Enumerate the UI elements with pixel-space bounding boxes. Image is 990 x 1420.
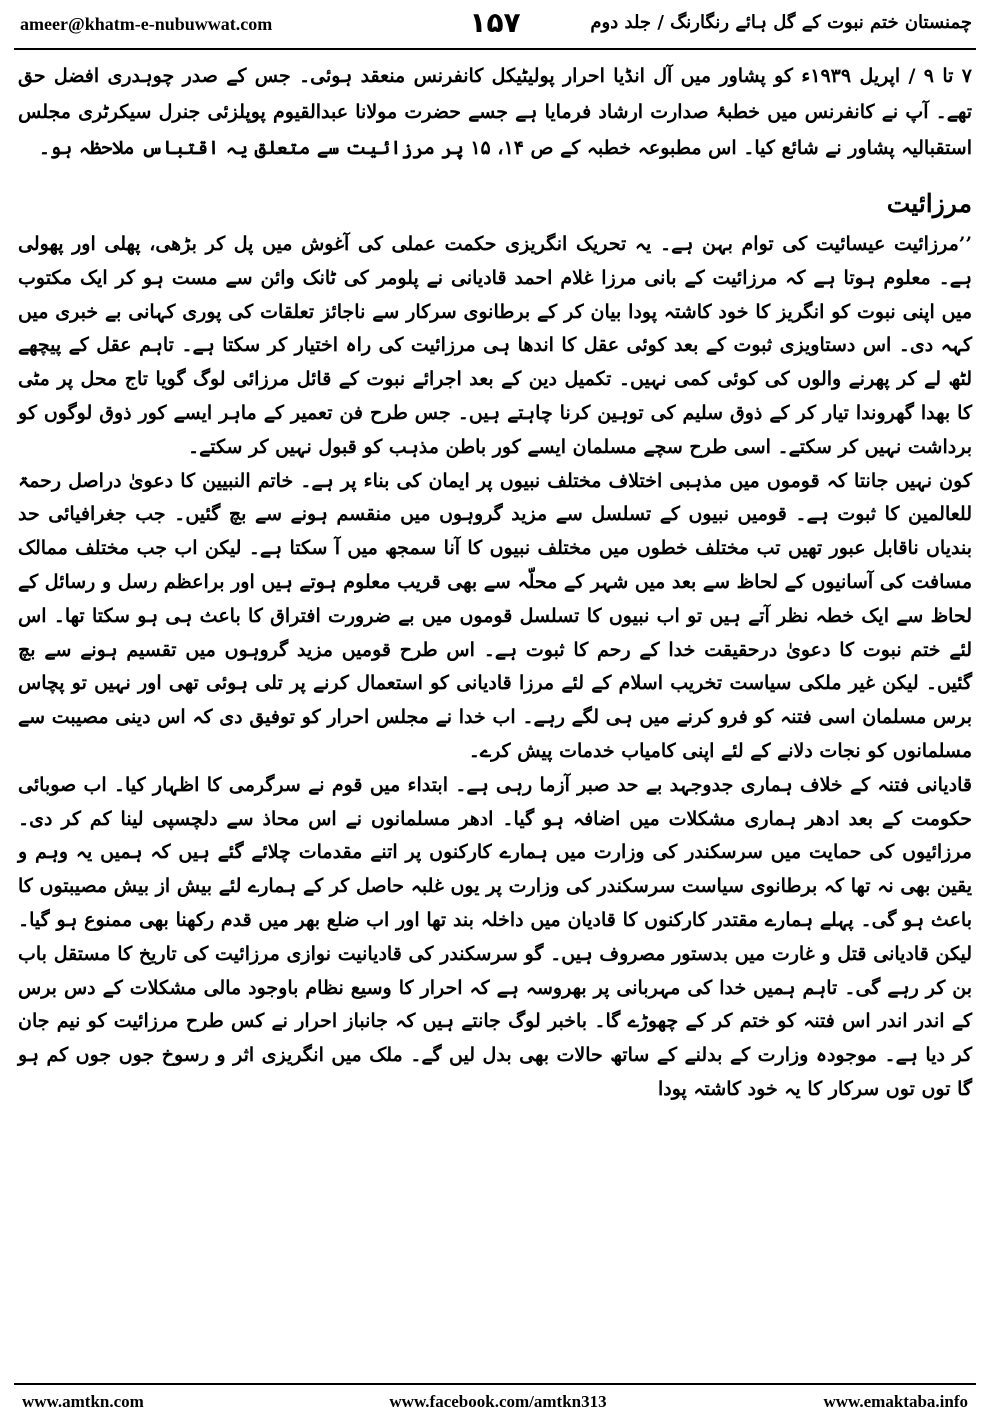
header-divider <box>14 48 976 50</box>
footer-divider <box>14 1383 976 1385</box>
intro-paragraph: ۷ تا ۹ / اپریل ۱۹۳۹ء کو پشاور میں آل انڈیا احرار پولیٹیکل کانفرنس منعقد ہوئی۔ جس کے صدر چوہدری افضل حق تھے۔ آپ نے کانفرنس میں خطبۂ صدارت ارشاد فرمایا ہے جسے حضرت مولانا عبدالقیوم پوپلزئی جنرل سیکرٹری مجلس استقبالیہ پشاور نے شائع کیا۔ اس مطبوعہ خطبہ کے ص ۱۴، ۱۵ پر مرزائیت سے متعلق یہ اقتباس ملاحظہ ہو۔ <box>18 65 973 159</box>
footer-link-emaktaba[interactable]: www.emaktaba.info <box>823 1392 968 1411</box>
page-body <box>18 58 972 1107</box>
body-paragraph-3: قادیانی فتنہ کے خلاف ہماری جدوجہد بے حد صبر آزما رہی ہے۔ ابتداء میں قوم نے سرگرمی کا اظہار کیا۔ اب صوبائی حکومت کے بعد ادھر ہماری مشکلات میں اضافہ ہو گیا۔ ادھر مسلمانوں نے اس محاذ سے دلچسپی لینا کم کر دی۔ مرزائیوں کی حمایت میں سرسکندر کی وزارت میں ہمارے کارکنوں پر اتنے مقدمات چلائے گئے ہیں کہ ہمیں یہ وہم و یقین بھی نہ تھا کہ برطانوی سیاست سرسکندر کی وزارت پر یوں غلبہ حاصل کر کے ہمارے لئے بیش از بیش مصیبتوں کا باعث ہو گی۔ پہلے ہمارے مقتدر کارکنوں کا قادیان میں داخلہ بند تھا اور اب ضلع بھر میں قدم رکھنا بھی ممنوع ہو گیا۔ لیکن قادیانی قتل و غارت میں بدستور مصروف ہیں۔ گو سرسکندر کی قادیانیت نوازی مرزائیت کی تاریخ کا مستقل باب بن کر رہے گی۔ تاہم ہمیں خدا کی مہربانی پر بھروسہ ہے کہ احرار کا وسیع نظام باوجود مالی مشکلات کے دس برس کے اندر اندر اس فتنہ کو ختم کر کے چھوڑے گا۔ باخبر لوگ جانتے ہیں کہ جانباز احرار نے کس طرح مرزائیت کو نیم جان کر دیا ہے۔ موجودہ وزارت کے بدلنے کے ساتھ حالات بھی بدل لیں گے۔ ملک میں انگریزی اثر و رسوخ جوں جوں کم ہو گا توں توں سرکار کا یہ خود کاشتہ پودا <box>18 773 972 1100</box>
page-footer <box>0 1388 990 1420</box>
body-paragraph-1: ’’مرزائیت عیسائیت کی توام بہن ہے۔ یہ تحریک انگریزی حکمت عملی کی آغوش میں پل کر بڑھی، پھلی اور پھولی ہے۔ معلوم ہوتا ہے کہ مرزائیت کے بانی مرزا غلام احمد قادیانی نے پلومر کی ٹانک وائن سے مست ہو کر ایک مکتوب میں اپنی نبوت کو انگریز کا خود کاشتہ پودا بیان کر کے برطانوی سرکار سے ناجائز تعلقات کی پوری کہانی بے خبری میں کہہ دی۔ اس دستاویزی ثبوت کے بعد کوئی عقل کا اندھا ہی مرزائیت کی راہ اختیار کر سکتا ہے۔ تاہم عقل کے پیچھے لٹھ لے کر پھرنے والوں کی کوئی کمی نہیں۔ تکمیل دین کے بعد اجرائے نبوت کے قائل مرزائی لوگ گویا تاج محل پر مٹی کا بھدا گھروندا تیار کر کے ذوق سلیم کی توہین کرنا چاہتے ہیں۔ جس طرح فن تعمیر کے ماہر ایسے کور ذوق لوگوں کو برداشت نہیں کر سکتے۔ اسی طرح سچے مسلمان ایسے کور باطن مذہب کو قبول نہیں کر سکتے۔ <box>18 233 972 458</box>
body-paragraph-2: کون نہیں جانتا کہ قوموں میں مذہبی اختلاف مختلف نبیوں پر ایمان کی بناء پر ہے۔ خاتم النبیین کا دعویٰ دراصل رحمۃ للعالمین کا ثبوت ہے۔ قومیں نبیوں کے تسلسل سے مزید گروہوں میں منقسم ہونے سے بچ گئیں۔ جب جغرافیائی حد بندیاں ناقابل عبور تھیں تب مختلف خطوں میں مختلف نبیوں کا آنا سمجھ میں آ سکتا ہے۔ لیکن اب جب مختلف ممالک مسافت کی آسانیوں کے لحاظ سے بعد میں شہر کے محلّہ سے بھی قریب معلوم ہوتے ہیں اور براعظم رسل و رسائل کے لحاظ سے ایک خطہ نظر آتے ہیں تو اب نبیوں کا تسلسل قوموں میں بے ضرورت افتراق کا باعث ہی ہو سکتا تھا۔ اس لئے ختم نبوت کا دعویٰ درحقیقت خدا کے رحم کا ثبوت ہے۔ اس طرح قومیں مزید گروہوں میں تقسیم ہونے سے بچ گئیں۔ لیکن غیر ملکی سیاست تخریب اسلام کے لئے مرزا قادیانی کو استعمال کرنے پر تلی ہوئی تھی اور نہیں تو پچاس برس مسلمان اسی فتنہ کو فرو کرنے میں ہی لگے رہے۔ اب خدا نے مجلس احرار کو توفیق دی کہ اس دینی مصیبت سے مسلمانوں کو نجات دلانے کے لئے اپنی کامیاب خدمات پیش کرے۔ <box>18 469 972 762</box>
intro-section <box>18 58 972 166</box>
footer-link-facebook[interactable]: www.facebook.com/amtkn313 <box>389 1392 607 1411</box>
page-header <box>0 0 990 50</box>
page-number: ۱۵۷ <box>469 6 521 39</box>
footer-link-amtkn[interactable]: www.amtkn.com <box>22 1392 144 1411</box>
book-title: چمنستان ختم نبوت کے گل ہائے رنگارنگ / جلد دوم <box>590 12 972 33</box>
section-heading: مرزائیت <box>886 189 972 218</box>
header-email: ameer@khatm-e-nubuwwat.com <box>20 14 273 34</box>
